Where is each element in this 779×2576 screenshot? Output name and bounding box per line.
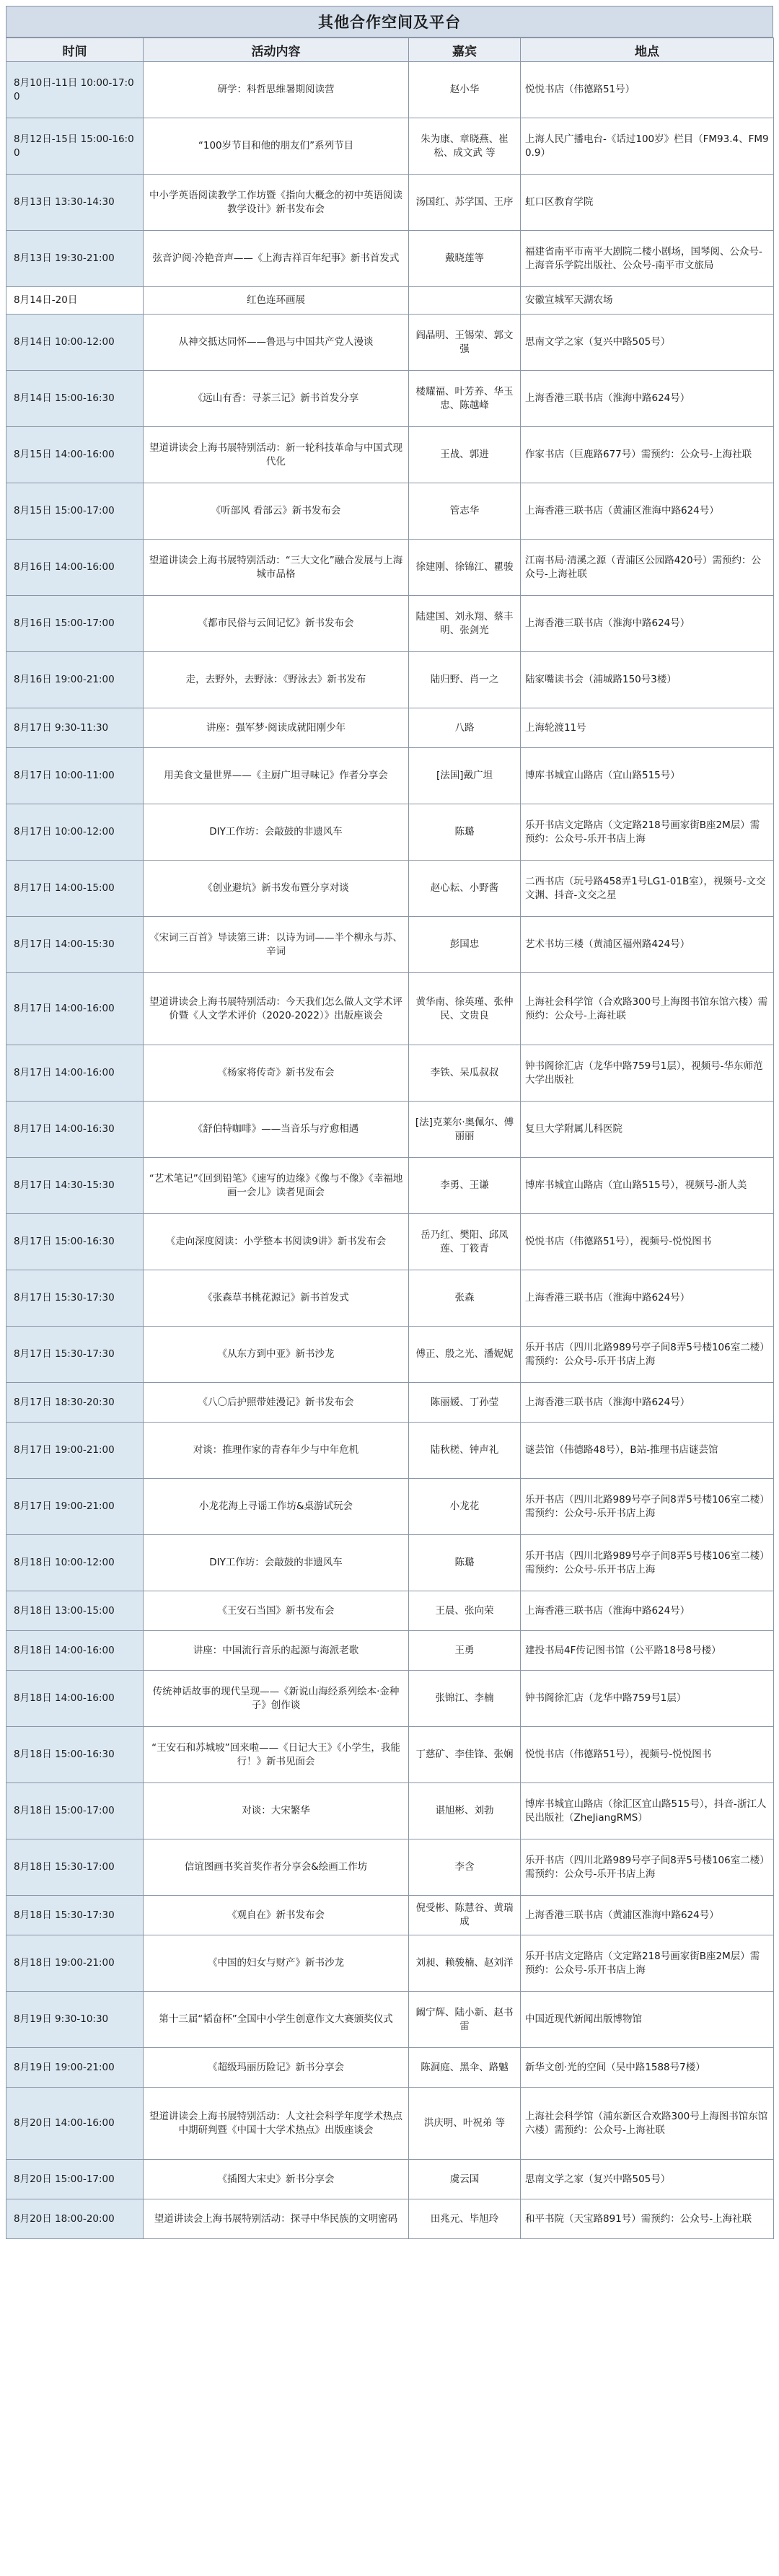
cell-activity: 《听部风 看部云》新书发布会 [144,483,409,540]
cell-venue: 乐开书店（四川北路989号亭子间8弄5号楼106室二楼）需预约：公众号-乐开书店上海 [521,1535,774,1591]
cell-guests: 赵小华 [409,62,521,118]
cell-time: 8月18日 14:00-16:00 [6,1671,144,1727]
cell-venue: 上海香港三联书店（淮海中路624号） [521,1591,774,1631]
cell-guests: 楼耀福、叶芳养、华玉忠、陈越峰 [409,371,521,427]
table-row [6,1631,774,1671]
table-row [6,1158,774,1214]
cell-time: 8月14日-20日 [6,287,144,315]
cell-venue: 上海香港三联书店（淮海中路624号） [521,596,774,652]
cell-guests: [法国]戴广坦 [409,748,521,804]
table-row [6,231,774,287]
cell-venue: 陆家嘴读书会（浦城路150号3楼） [521,652,774,708]
table-title: 其他合作空间及平台 [6,6,773,38]
cell-time: 8月14日 15:00-16:30 [6,371,144,427]
cell-guests: 李含 [409,1839,521,1896]
cell-venue: 钟书阁徐汇店（龙华中路759号1层） [521,1671,774,1727]
cell-time: 8月16日 15:00-17:00 [6,596,144,652]
cell-guests [409,287,521,315]
cell-time: 8月13日 13:30-14:30 [6,175,144,231]
cell-time: 8月17日 19:00-21:00 [6,1479,144,1535]
table-row [6,1727,774,1783]
cell-activity: 信谊图画书奖首奖作者分享会&绘画工作坊 [144,1839,409,1896]
cell-guests: 李勇、王谦 [409,1158,521,1214]
cell-activity: 望道讲读会上海书展特别活动：新一轮科技革命与中国式现代化 [144,427,409,483]
cell-venue: 上海香港三联书店（淮海中路624号） [521,1270,774,1327]
cell-guests: 张锦江、李楠 [409,1671,521,1727]
cell-guests: 刘昶、赖骏楠、赵刘洋 [409,1935,521,1992]
cell-venue: 上海社会科学馆（合欢路300号上海图书馆东馆六楼）需预约：公众号-上海社联 [521,973,774,1045]
table-row [6,1671,774,1727]
cell-time: 8月18日 15:00-17:00 [6,1783,144,1839]
cell-activity: 用美食文量世界——《主厨广坦寻味记》作者分享会 [144,748,409,804]
cell-time: 8月15日 15:00-17:00 [6,483,144,540]
table-row [6,2160,774,2199]
cell-guests: 李铁、呆瓜叔叔 [409,1045,521,1102]
table-row [6,62,774,118]
cell-time: 8月18日 10:00-12:00 [6,1535,144,1591]
cell-time: 8月18日 13:00-15:00 [6,1591,144,1631]
cell-activity: “王安石和苏城坡”回来啦——《日记大王》《小学生，我能行！》新书见面会 [144,1727,409,1783]
cell-time: 8月17日 15:30-17:30 [6,1327,144,1383]
cell-time: 8月15日 14:00-16:00 [6,427,144,483]
cell-guests: 汤国红、苏学国、王序 [409,175,521,231]
cell-guests: 丁慈矿、李佳锋、张娴 [409,1727,521,1783]
table-row [6,1992,774,2048]
cell-guests: 彭国忠 [409,917,521,973]
table-row [6,1327,774,1383]
table-row [6,861,774,917]
cell-activity: “艺术笔记”《回到铅笔》《速写的边缘》《像与不像》《幸福地画一会儿》读者见面会 [144,1158,409,1214]
cell-venue: 谜芸馆（伟德路48号），B站-推理书店谜芸馆 [521,1423,774,1479]
cell-guests: 管志华 [409,483,521,540]
header-row [6,38,774,62]
cell-time: 8月18日 15:30-17:30 [6,1896,144,1935]
cell-venue: 上海香港三联书店（淮海中路624号） [521,371,774,427]
cell-venue: 作家书店（巨鹿路677号）需预约：公众号-上海社联 [521,427,774,483]
cell-activity: 传统神话故事的现代呈现——《新说山海经系列绘本·金种子》创作谈 [144,1671,409,1727]
cell-time: 8月13日 19:30-21:00 [6,231,144,287]
table-row [6,1535,774,1591]
cell-guests: 田兆元、毕旭玲 [409,2199,521,2239]
cell-venue: 虹口区教育学院 [521,175,774,231]
cell-activity: 望道讲读会上海书展特别活动：探寻中华民族的文明密码 [144,2199,409,2239]
table-row [6,1270,774,1327]
cell-time: 8月17日 14:00-16:00 [6,973,144,1045]
cell-venue: 乐开书店（四川北路989号亭子间8弄5号楼106室二楼）需预约：公众号-乐开书店上海 [521,1479,774,1535]
cell-venue: 和平书院（天宝路891号）需预约：公众号-上海社联 [521,2199,774,2239]
cell-activity: 对谈：大宋繁华 [144,1783,409,1839]
table-row [6,1896,774,1935]
cell-venue: 上海轮渡11号 [521,708,774,748]
table-row [6,371,774,427]
table-row [6,596,774,652]
cell-time: 8月18日 19:00-21:00 [6,1935,144,1992]
cell-guests: 赵心耘、小野酱 [409,861,521,917]
cell-time: 8月18日 15:00-16:30 [6,1727,144,1783]
table-row [6,1783,774,1839]
cell-guests: 谌旭彬、刘勃 [409,1783,521,1839]
cell-activity: 《超级玛丽历险记》新书分享会 [144,2048,409,2088]
cell-venue: 上海香港三联书店（淮海中路624号） [521,1383,774,1423]
cell-activity: 《都市民俗与云间记忆》新书发布会 [144,596,409,652]
cell-time: 8月17日 14:00-15:30 [6,917,144,973]
cell-activity: 《从东方到中亚》新书沙龙 [144,1327,409,1383]
table-row [6,652,774,708]
cell-activity: 《远山有香：寻茶三记》新书首发分享 [144,371,409,427]
cell-venue: 乐开书店文定路店（文定路218号画家街B座2M层）需预约：公众号-乐开书店上海 [521,804,774,861]
table-row [6,1591,774,1631]
cell-activity: “100岁节目和他的朋友们”系列节目 [144,118,409,175]
table-row [6,427,774,483]
cell-guests: 朱为康、章晓燕、崔松、成文武 等 [409,118,521,175]
table-row [6,175,774,231]
cell-activity: 望道讲读会上海书展特别活动：“三大文化”融合发展与上海城市品格 [144,540,409,596]
cell-venue: 博库书城宜山路店（宜山路515号），视频号-浙人美 [521,1158,774,1214]
cell-activity: 对谈：推理作家的青春年少与中年危机 [144,1423,409,1479]
table-row [6,315,774,371]
cell-guests: [法]克莱尔·奥佩尔、傅丽丽 [409,1102,521,1158]
cell-time: 8月17日 14:00-16:30 [6,1102,144,1158]
cell-activity: 《插图大宋史》新书分享会 [144,2160,409,2199]
schedule-body [6,62,774,2239]
cell-venue: 上海香港三联书店（黄浦区淮海中路624号） [521,1896,774,1935]
cell-time: 8月17日 14:00-15:00 [6,861,144,917]
cell-time: 8月18日 15:30-17:00 [6,1839,144,1896]
table-row [6,973,774,1045]
cell-activity: 望道讲读会上海书展特别活动：人文社会科学年度学术热点中期研判暨《中国十大学术热点》出版座谈会 [144,2088,409,2160]
cell-time: 8月17日 18:30-20:30 [6,1383,144,1423]
cell-guests: 陈丽媛、丁孙莹 [409,1383,521,1423]
cell-activity: 《走向深度阅读：小学整本书阅读9讲》新书发布会 [144,1214,409,1270]
cell-activity: DIY工作坊：会敲鼓的非遗风车 [144,1535,409,1591]
cell-time: 8月16日 19:00-21:00 [6,652,144,708]
table-row [6,917,774,973]
cell-guests: 陈璐 [409,804,521,861]
cell-guests: 徐建刚、徐锦江、瞿骏 [409,540,521,596]
cell-activity: 《八〇后护照带娃漫记》新书发布会 [144,1383,409,1423]
table-row [6,287,774,315]
cell-venue: 乐开书店（四川北路989号亭子间8弄5号楼106室二楼）需预约：公众号-乐开书店上海 [521,1839,774,1896]
table-row [6,483,774,540]
cell-guests: 戴晓莲等 [409,231,521,287]
cell-time: 8月17日 9:30-11:30 [6,708,144,748]
table-row [6,748,774,804]
header-guests: 嘉宾 [409,38,521,62]
cell-activity: 讲座：中国流行音乐的起源与海派老歌 [144,1631,409,1671]
cell-activity: 中小学英语阅读教学工作坊暨《指向大概念的初中英语阅读教学设计》新书发布会 [144,175,409,231]
cell-activity: 《观自在》新书发布会 [144,1896,409,1935]
cell-activity: 讲座：强军梦·阅读成就阳刚少年 [144,708,409,748]
cell-guests: 陈璐 [409,1535,521,1591]
schedule-table [6,38,774,2239]
header-activity: 活动内容 [144,38,409,62]
cell-time: 8月18日 14:00-16:00 [6,1631,144,1671]
cell-venue: 思南文学之家（复兴中路505号） [521,315,774,371]
cell-time: 8月10日-11日 10:00-17:00 [6,62,144,118]
cell-venue: 上海香港三联书店（黄浦区淮海中路624号） [521,483,774,540]
table-row [6,1935,774,1992]
schedule-sheet [6,6,773,2239]
cell-venue: 二西书店（玩号路458弄1号LG1-01B室），视频号-文交文渊、抖音-文交之星 [521,861,774,917]
cell-time: 8月16日 14:00-16:00 [6,540,144,596]
table-row [6,1102,774,1158]
cell-activity: 小龙花海上寻谣工作坊&桌游试玩会 [144,1479,409,1535]
cell-time: 8月17日 19:00-21:00 [6,1423,144,1479]
cell-activity: 从神交抵达同怀——鲁迅与中国共产党人漫谈 [144,315,409,371]
table-row [6,2048,774,2088]
cell-time: 8月20日 15:00-17:00 [6,2160,144,2199]
cell-activity: 《王安石当国》新书发布会 [144,1591,409,1631]
cell-guests: 阎晶明、王锡荣、郭文强 [409,315,521,371]
cell-guests: 陆建国、刘永翔、蔡丰明、张剑光 [409,596,521,652]
cell-guests: 倪受彬、陈慧谷、黄瑞成 [409,1896,521,1935]
cell-activity: 红色连环画展 [144,287,409,315]
cell-time: 8月19日 9:30-10:30 [6,1992,144,2048]
cell-guests: 洪庆明、叶祝弟 等 [409,2088,521,2160]
cell-activity: 走，去野外，去野泳：《野泳去》新书发布 [144,652,409,708]
cell-venue: 建投书局4F传记图书馆（公平路18号8号楼） [521,1631,774,1671]
table-row [6,118,774,175]
cell-venue: 悦悦书店（伟德路51号），视频号-悦悦图书 [521,1727,774,1783]
cell-time: 8月17日 10:00-11:00 [6,748,144,804]
cell-guests: 虞云国 [409,2160,521,2199]
table-row [6,540,774,596]
table-row [6,2199,774,2239]
cell-venue: 博库书城宜山路店（徐汇区宜山路515号），抖音-浙江人民出版社（ZheJiangRMS） [521,1783,774,1839]
cell-venue: 江南书局·清溪之源（青浦区公园路420号）需预约：公众号-上海社联 [521,540,774,596]
cell-venue: 艺术书坊三楼（黄浦区福州路424号） [521,917,774,973]
cell-venue: 悦悦书店（伟德路51号），视频号-悦悦图书 [521,1214,774,1270]
cell-time: 8月17日 15:00-16:30 [6,1214,144,1270]
table-row [6,1479,774,1535]
cell-venue: 安徽宣城军天湖农场 [521,287,774,315]
cell-activity: 《创业避坑》新书发布暨分享对谈 [144,861,409,917]
table-row [6,1383,774,1423]
cell-guests: 傅正、殷之光、潘妮妮 [409,1327,521,1383]
cell-guests: 黄华南、徐英瑾、张仲民、文贵良 [409,973,521,1045]
cell-venue: 上海人民广播电台-《话过100岁》栏目（FM93.4、FM90.9） [521,118,774,175]
cell-time: 8月14日 10:00-12:00 [6,315,144,371]
cell-guests: 小龙花 [409,1479,521,1535]
cell-venue: 乐开书店（四川北路989号亭子间8弄5号楼106室二楼）需预约：公众号-乐开书店上海 [521,1327,774,1383]
cell-venue: 福建省南平市南平大剧院二楼小剧场，国琴阅、公众号-上海音乐学院出版社、公众号-南平市文旅局 [521,231,774,287]
cell-activity: 望道讲读会上海书展特别活动：今天我们怎么做人文学术评价暨《人文学术评价（2020-2022）》出版座谈会 [144,973,409,1045]
table-row [6,804,774,861]
table-row [6,1839,774,1896]
cell-time: 8月12日-15日 15:00-16:00 [6,118,144,175]
cell-venue: 钟书阁徐汇店（龙华中路759号1层），视频号-华东师范大学出版社 [521,1045,774,1102]
cell-guests: 陈洞庭、黑伞、路魆 [409,2048,521,2088]
cell-activity: DIY工作坊：会敲鼓的非遗风车 [144,804,409,861]
cell-guests: 王晨、张向荣 [409,1591,521,1631]
cell-guests: 岳乃红、樊阳、邱凤莲、丁筱青 [409,1214,521,1270]
cell-activity: 《杨家将传奇》新书发布会 [144,1045,409,1102]
cell-activity: 《中国的妇女与财产》新书沙龙 [144,1935,409,1992]
cell-activity: 弦音沪阅·冷艳音声——《上海吉祥百年纪事》新书首发式 [144,231,409,287]
cell-guests: 阚宁辉、陆小新、赵书雷 [409,1992,521,2048]
cell-guests: 陆秋槎、钟声礼 [409,1423,521,1479]
cell-time: 8月19日 19:00-21:00 [6,2048,144,2088]
cell-venue: 中国近现代新闻出版博物馆 [521,1992,774,2048]
cell-guests: 王战、郭进 [409,427,521,483]
table-row [6,2088,774,2160]
cell-venue: 上海社会科学馆（浦东新区合欢路300号上海图书馆东馆六楼）需预约：公众号-上海社联 [521,2088,774,2160]
cell-time: 8月17日 10:00-12:00 [6,804,144,861]
cell-guests: 陆归野、肖一之 [409,652,521,708]
table-row [6,708,774,748]
header-time: 时间 [6,38,144,62]
cell-venue: 思南文学之家（复兴中路505号） [521,2160,774,2199]
cell-time: 8月17日 15:30-17:30 [6,1270,144,1327]
table-row [6,1423,774,1479]
cell-activity: 《张森草书桃花源记》新书首发式 [144,1270,409,1327]
cell-guests: 八路 [409,708,521,748]
cell-activity: 第十三届“韬奋杯”全国中小学生创意作文大赛颁奖仪式 [144,1992,409,2048]
cell-time: 8月20日 14:00-16:00 [6,2088,144,2160]
cell-venue: 博库书城宜山路店（宜山路515号） [521,748,774,804]
cell-guests: 张森 [409,1270,521,1327]
cell-time: 8月20日 18:00-20:00 [6,2199,144,2239]
cell-venue: 复旦大学附属儿科医院 [521,1102,774,1158]
table-row [6,1214,774,1270]
cell-guests: 王勇 [409,1631,521,1671]
cell-venue: 悦悦书店（伟德路51号） [521,62,774,118]
header-venue: 地点 [521,38,774,62]
cell-activity: 《宋词三百首》导读第三讲：以诗为词——半个柳永与苏、辛词 [144,917,409,973]
cell-activity: 《舒伯特咖啡》——当音乐与疗愈相遇 [144,1102,409,1158]
cell-activity: 研学：科哲思维暑期阅读营 [144,62,409,118]
cell-time: 8月17日 14:30-15:30 [6,1158,144,1214]
table-row [6,1045,774,1102]
cell-venue: 新华文创·光的空间（吴中路1588号7楼） [521,2048,774,2088]
cell-venue: 乐开书店文定路店（文定路218号画家街B座2M层）需预约：公众号-乐开书店上海 [521,1935,774,1992]
cell-time: 8月17日 14:00-16:00 [6,1045,144,1102]
